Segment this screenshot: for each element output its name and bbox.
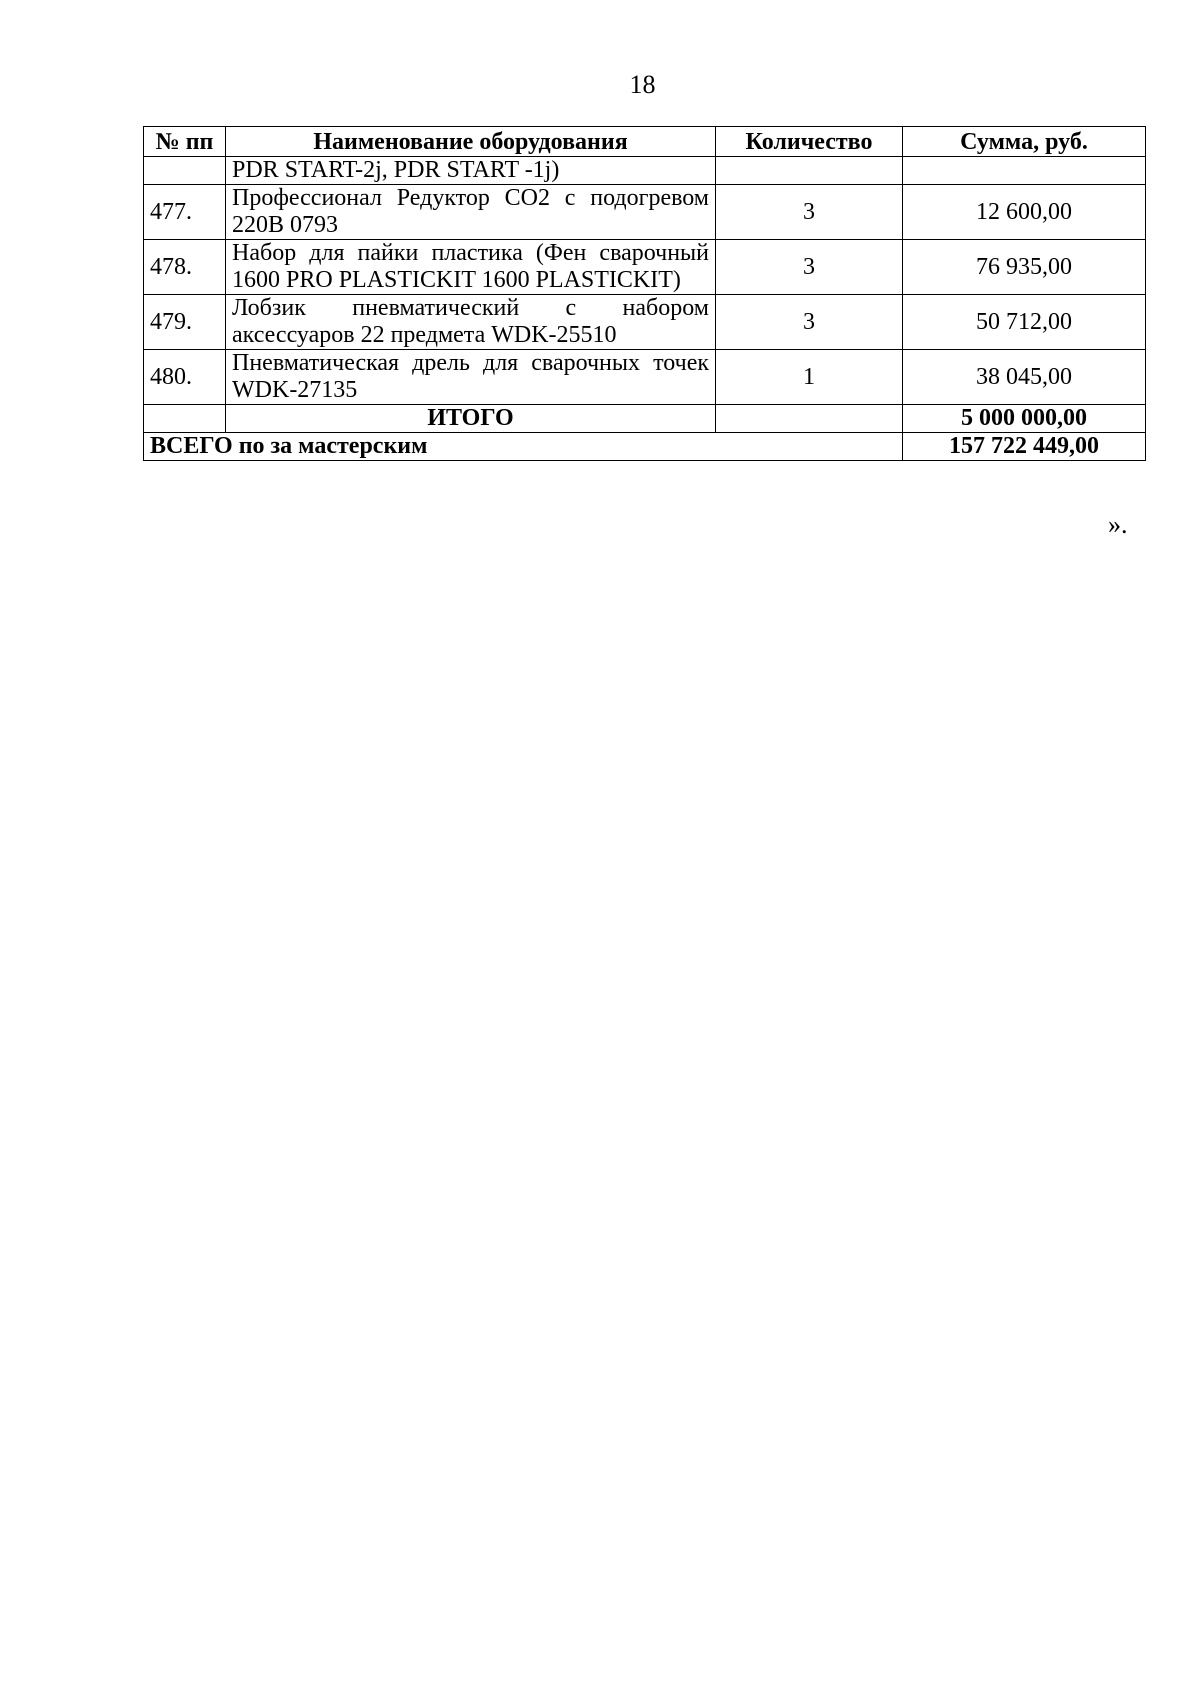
cell-name: Профессионал Редуктор CO2 с подогревом 220В 0793 xyxy=(226,185,716,240)
cell-sum: 50 712,00 xyxy=(903,295,1146,350)
total-row xyxy=(144,405,1146,433)
total-label: ИТОГО xyxy=(226,405,716,433)
cell-name: Набор для пайки пластика (Фен сварочный 1600 PRO PLASTICKIT 1600 PLASTICKIT) xyxy=(226,240,716,295)
cell-sum: 76 935,00 xyxy=(903,240,1146,295)
cell-num xyxy=(144,157,226,185)
cell-num: 478. xyxy=(144,240,226,295)
header-sum: Сумма, руб. xyxy=(903,127,1146,157)
cell-name: Лобзик пневматический с набором аксессуаров 22 предмета WDK-25510 xyxy=(226,295,716,350)
cell-name: PDR START-2j, PDR START -1j) xyxy=(226,157,716,185)
cell-qty: 3 xyxy=(716,295,903,350)
header-num: № пп xyxy=(144,127,226,157)
grand-total-label: ВСЕГО по за мастерским xyxy=(144,433,903,461)
cell-qty xyxy=(716,405,903,433)
cell-num xyxy=(144,405,226,433)
cell-num: 479. xyxy=(144,295,226,350)
table-row xyxy=(144,350,1146,405)
equipment-table xyxy=(143,126,1146,461)
cell-sum xyxy=(903,157,1146,185)
cell-name: Пневматическая дрель для сварочных точек WDK-27135 xyxy=(226,350,716,405)
page-number: 18 xyxy=(629,70,656,99)
grand-total-row xyxy=(144,433,1146,461)
header-name: Наименование оборудования xyxy=(226,127,716,157)
closing-quote-mark: ». xyxy=(1108,510,1128,539)
cell-num: 477. xyxy=(144,185,226,240)
grand-total-sum: 157 722 449,00 xyxy=(903,433,1146,461)
total-sum: 5 000 000,00 xyxy=(903,405,1146,433)
table-row xyxy=(144,295,1146,350)
table-header-row xyxy=(144,127,1146,157)
header-qty: Количество xyxy=(716,127,903,157)
cell-num: 480. xyxy=(144,350,226,405)
cell-sum: 12 600,00 xyxy=(903,185,1146,240)
cell-sum: 38 045,00 xyxy=(903,350,1146,405)
table-row xyxy=(144,185,1146,240)
table-row xyxy=(144,240,1146,295)
cell-qty: 1 xyxy=(716,350,903,405)
table-row-continuation xyxy=(144,157,1146,185)
cell-qty: 3 xyxy=(716,185,903,240)
cell-qty: 3 xyxy=(716,240,903,295)
cell-qty xyxy=(716,157,903,185)
